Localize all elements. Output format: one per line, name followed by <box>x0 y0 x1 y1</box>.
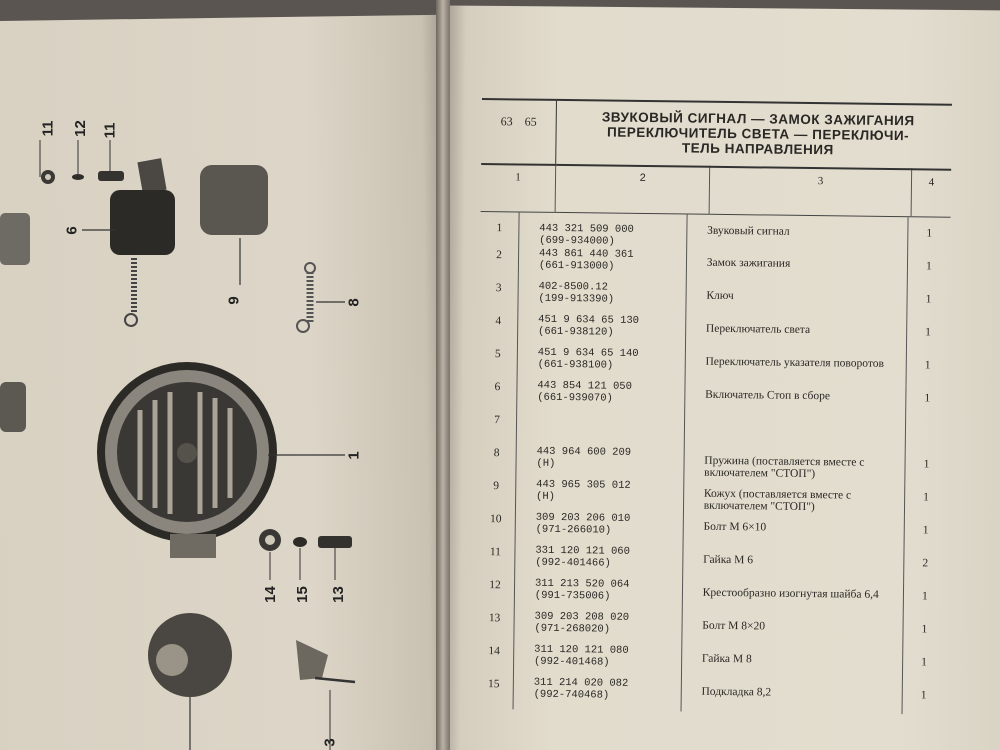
part-code <box>515 478 683 513</box>
table-row <box>480 212 950 253</box>
part-name: Ключ <box>686 283 907 319</box>
part-qty: 1 <box>903 615 946 649</box>
row-number: 12 <box>489 579 501 592</box>
part-name: Замок зажигания <box>686 250 907 286</box>
part-name: Звуковый сигнал <box>686 215 908 253</box>
part-qty: 1 <box>902 648 945 682</box>
row-number: 8 <box>493 447 500 460</box>
part-code <box>517 346 685 381</box>
bolt-13 <box>318 536 352 548</box>
part-code-main: 309 203 208 020 <box>534 610 630 624</box>
table-body <box>475 212 951 715</box>
part-code-alt: (Н) <box>536 457 556 470</box>
callout-14: 14 <box>261 586 279 603</box>
switch-cover-9 <box>200 165 268 235</box>
part-code <box>513 676 681 711</box>
callout-6: 6 <box>63 226 81 235</box>
part-qty <box>905 417 948 451</box>
part-name: Кожух (поставляется вместе с включателем "СТОП") <box>683 480 904 516</box>
part-code-alt: (699-934000) <box>539 234 615 248</box>
part-name: Пружина (поставляется вместе с включателем "СТОП") <box>684 447 905 483</box>
row-number: 13 <box>488 612 501 625</box>
row-number: 15 <box>487 678 500 691</box>
part-code <box>515 511 683 546</box>
part-code-alt: (971-268020) <box>534 622 611 636</box>
part-code-main: 443 854 121 050 <box>537 379 632 393</box>
row-number: 1 <box>496 222 503 235</box>
part-qty: 1 <box>905 384 948 418</box>
stop-switch-bracket <box>137 158 166 194</box>
row-number: 9 <box>493 480 500 493</box>
part-name: Гайка М 8 <box>681 645 902 681</box>
callout-8: 8 <box>345 298 363 307</box>
part-code-alt: (991-735006) <box>534 589 611 603</box>
bolt-11 <box>98 171 124 181</box>
part-code <box>513 643 681 678</box>
part-qty: 1 <box>906 351 949 385</box>
stop-switch-body <box>110 190 175 255</box>
part-code-alt: (992-740468) <box>533 688 610 702</box>
parts-diagram <box>0 0 440 750</box>
part-code-alt: (992-401468) <box>533 655 610 669</box>
part-code-alt: (661-913000) <box>538 259 615 273</box>
row-number: 2 <box>496 249 502 262</box>
part-code <box>516 412 684 447</box>
partial-part-top <box>0 213 30 265</box>
part-code-main: 443 965 305 012 <box>536 478 631 492</box>
part-code-alt: (661-938100) <box>537 358 614 372</box>
part-name: Болт М 8×20 <box>682 612 903 648</box>
part-code <box>517 313 685 348</box>
part-code-alt: (Н) <box>535 490 556 503</box>
parts-table <box>475 98 952 715</box>
washer-15 <box>293 537 307 547</box>
page-refs <box>481 99 556 165</box>
key-3 <box>296 640 328 680</box>
part-qty: 1 <box>907 285 950 319</box>
callout-15: 15 <box>293 586 311 603</box>
column-number: 2 <box>555 165 710 214</box>
part-code-main: 311 214 020 082 <box>533 676 629 690</box>
table-title <box>556 100 952 170</box>
callout-11-top: 11 <box>39 120 57 137</box>
row-number: 11 <box>489 546 502 559</box>
part-qty: 1 <box>903 582 946 616</box>
part-code-main: 402-8500.12 <box>538 280 608 294</box>
row-number: 10 <box>489 513 502 526</box>
table-title-line-1: ЗВУКОВЫЙ СИГНАЛ — ЗАМОК ЗАЖИГАНИЯ <box>601 109 915 129</box>
row-number: 4 <box>495 315 502 328</box>
part-qty: 2 <box>903 549 946 583</box>
part-name: Крестообразно изогнутая шайба 6,4 <box>682 579 903 615</box>
part-name: Гайка М 6 <box>682 546 903 582</box>
part-code-alt: (199-913390) <box>538 292 615 306</box>
page-ref-b: 65 <box>524 114 537 129</box>
callout-12: 12 <box>71 120 89 137</box>
callout-13: 13 <box>329 586 347 603</box>
part-code <box>514 610 682 645</box>
column-numbers <box>481 164 952 217</box>
table-title-line-3: ТЕЛЬ НАПРАВЛЕНИЯ <box>681 140 834 158</box>
part-code-alt: (661-939070) <box>537 391 613 405</box>
partial-part-mid <box>0 382 26 432</box>
part-code-main: 311 120 121 080 <box>534 643 629 657</box>
part-code-main: 309 203 206 010 <box>535 511 631 525</box>
part-code <box>515 544 683 579</box>
table-header <box>481 99 952 170</box>
column-number: 4 <box>911 169 951 217</box>
callout-1: 1 <box>345 451 363 460</box>
row-number: 7 <box>494 414 500 427</box>
part-name: Подкладка 8,2 <box>681 678 902 714</box>
part-code-main: 443 964 600 209 <box>536 445 632 459</box>
part-code-alt: (971-266010) <box>535 523 612 537</box>
callout-9: 9 <box>225 296 243 305</box>
part-code-main: 451 9 634 65 130 <box>538 313 640 327</box>
part-name: Переключатель указателя поворотов <box>685 349 906 385</box>
page-ref-a: 63 <box>500 114 513 129</box>
callout-11-bolt: 11 <box>101 122 119 139</box>
part-name: Болт М 6×10 <box>683 513 904 549</box>
part-code <box>516 445 684 480</box>
part-name: Включатель Стоп в сборе <box>684 381 905 417</box>
part-code <box>514 577 682 612</box>
row-number: 3 <box>495 282 502 295</box>
part-code <box>519 212 687 249</box>
part-name <box>684 414 905 450</box>
part-qty: 1 <box>902 681 945 715</box>
column-number: 3 <box>710 167 912 217</box>
part-code-main: 311 213 520 064 <box>534 577 630 591</box>
part-qty: 1 <box>905 450 948 484</box>
table-title-line-2: ПЕРЕКЛЮЧИТЕЛЬ СВЕТА — ПЕРЕКЛЮЧИ- <box>606 124 910 144</box>
row-number: 6 <box>494 381 501 394</box>
part-name: Переключатель света <box>685 316 906 352</box>
part-code-alt: (661-938120) <box>537 325 614 339</box>
part-code-main: 451 9 634 65 140 <box>537 346 639 360</box>
part-code <box>518 247 686 282</box>
part-code-main: 331 120 121 060 <box>535 544 630 558</box>
column-number: 1 <box>481 164 556 212</box>
part-code-alt: (992-401466) <box>535 556 611 570</box>
part-code-main: 443 321 509 000 <box>539 222 634 236</box>
part-code <box>518 280 686 315</box>
part-qty: 1 <box>904 516 947 550</box>
callout-3: 3 <box>321 738 339 747</box>
part-qty: 1 <box>908 217 951 253</box>
row-number: 14 <box>488 645 501 658</box>
table-row <box>475 676 945 715</box>
part-code <box>517 379 685 414</box>
row-number: 5 <box>494 348 501 361</box>
part-code-main: 443 861 440 361 <box>538 247 634 261</box>
part-qty: 1 <box>906 318 949 352</box>
part-qty: 1 <box>904 483 947 517</box>
part-qty: 1 <box>907 252 950 286</box>
